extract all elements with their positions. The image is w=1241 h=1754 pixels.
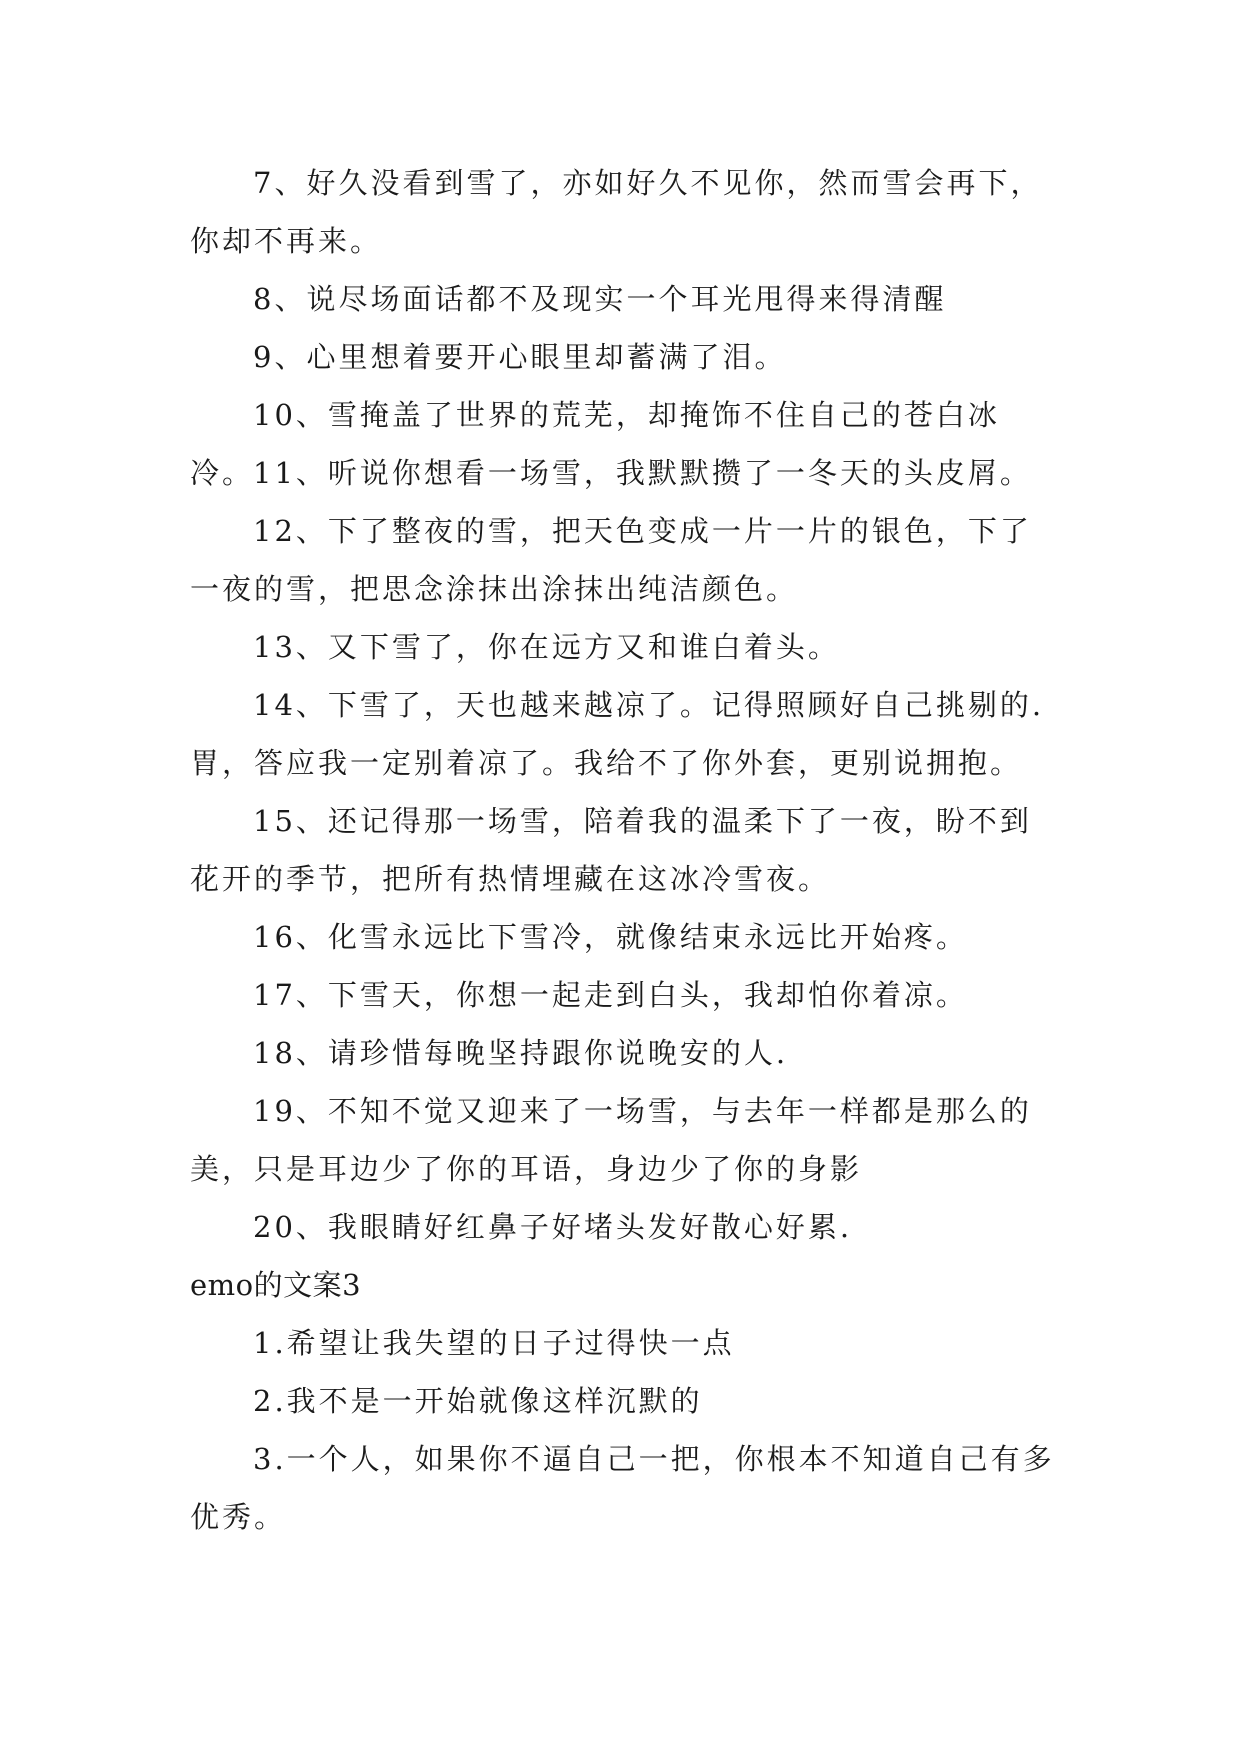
paragraph-item-s2: 2.我不是一开始就像这样沉默的 — [253, 1384, 703, 1418]
paragraph-item-7: 7、好久没看到雪了，亦如好久不见你，然而雪会再下，你却不再来。 — [190, 166, 1043, 258]
paragraph-item-8: 8、说尽场面话都不及现实一个耳光甩得来得清醒 — [253, 282, 947, 316]
paragraph-item-11: 11、听说你想看一场雪，我默默攒了一冬天的头皮屑。 — [253, 456, 1032, 490]
paragraph-item-20: 20、我眼睛好红鼻子好堵头发好散心好累. — [253, 1210, 853, 1244]
paragraph-item-9: 9、心里想着要开心眼里却蓄满了泪。 — [253, 340, 787, 374]
paragraph-item-18: 18、请珍惜每晚坚持跟你说晚安的人. — [253, 1036, 789, 1070]
paragraph-item-10: 10、雪掩盖了世界的荒芜，却掩饰不住自己的苍白冰冷。 — [190, 398, 1000, 490]
paragraph-item-13: 13、又下雪了，你在远方又和谁白着头。 — [253, 630, 840, 664]
paragraph-item-15: 15、还记得那一场雪，陪着我的温柔下了一夜，盼不到花开的季节，把所有热情埋藏在这冰冷雪夜。 — [190, 804, 1032, 896]
paragraph-item-16: 16、化雪永远比下雪冷，就像结束永远比开始疼。 — [253, 920, 968, 954]
paragraph-item-14: 14、下雪了，天也越来越凉了。记得照顾好自己挑剔的.胃，答应我一定别着凉了。我给不了你外套，更别说拥抱。 — [190, 688, 1045, 780]
paragraph-item-19: 19、不知不觉又迎来了一场雪，与去年一样都是那么的美，只是耳边少了你的耳语，身边少了你的身影 — [190, 1094, 1032, 1186]
paragraph-item-s1: 1.希望让我失望的日子过得快一点 — [253, 1326, 735, 1360]
section-heading: emo的文案3 — [190, 1268, 362, 1302]
paragraph-item-s3: 3.一个人，如果你不逼自己一把，你根本不知道自己有多优秀。 — [190, 1442, 1055, 1534]
paragraph-item-12: 12、下了整夜的雪，把天色变成一片一片的银色，下了一夜的雪，把思念涂抹出涂抹出纯洁颜色。 — [190, 514, 1032, 606]
paragraph-item-17: 17、下雪天，你想一起走到白头，我却怕你着凉。 — [253, 978, 968, 1012]
